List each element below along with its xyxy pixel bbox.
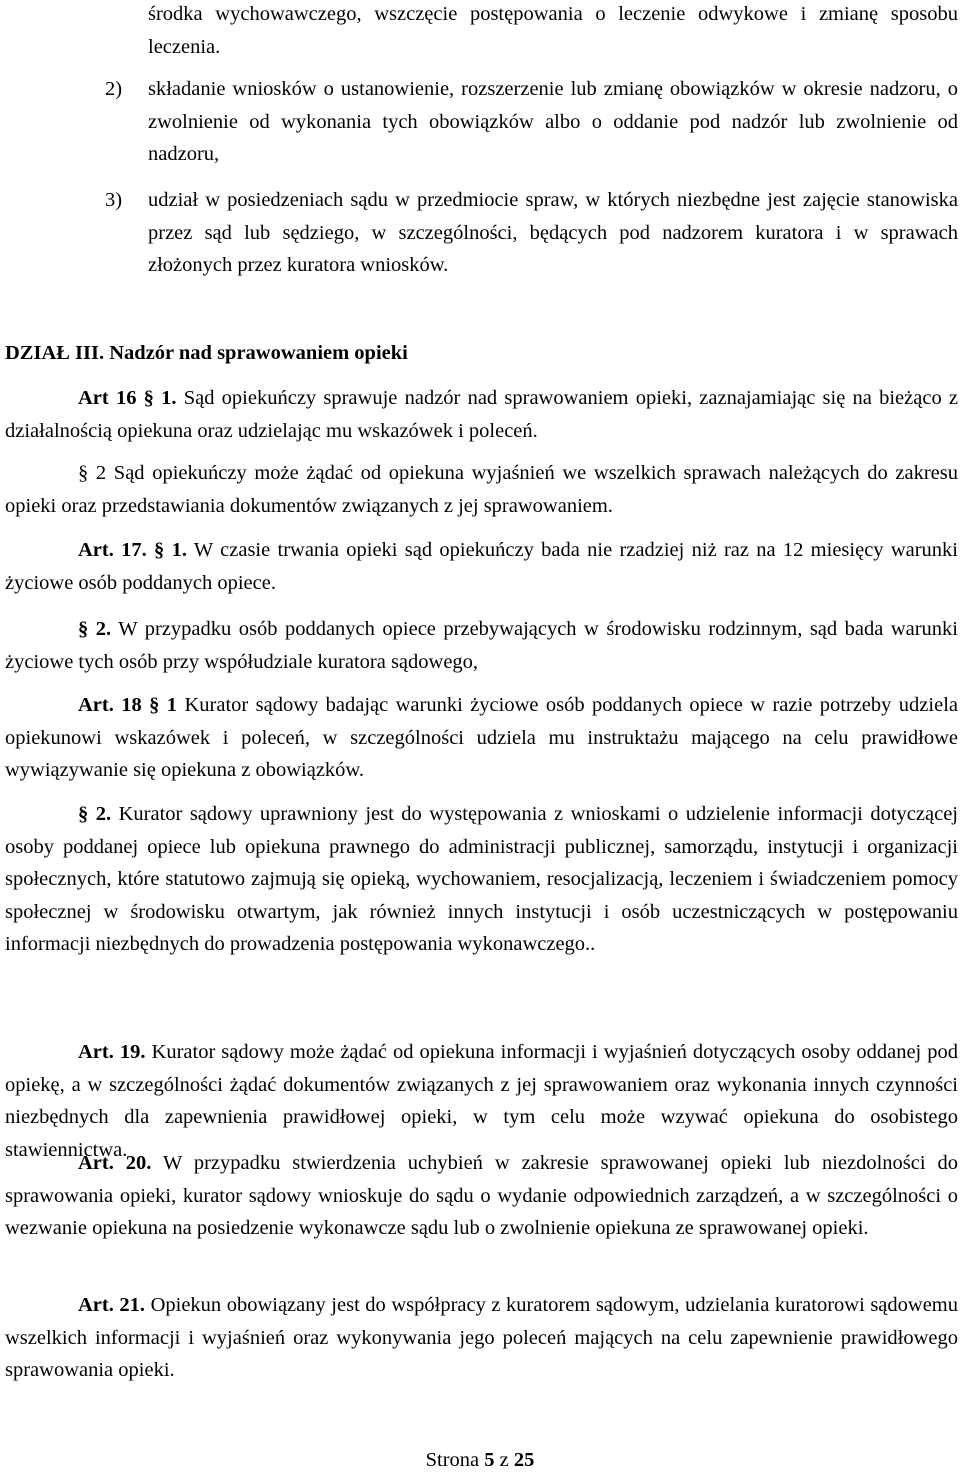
paragraph-text: Kurator sądowy może żądać od opiekuna informacji i wyjaśnień dotyczących osoby oddanej pod opiekę, a w szczególności żądać dokumentów związanych z jej sprawowaniem oraz wykonania innych czynności niezbędnych dla zapewnienia prawidłowej opieki, w tym celu może wzywać opiekuna do osobistego stawiennictwa. [5,1041,959,1161]
paragraph-text: W czasie trwania opieki sąd opiekuńczy bada nie rzadziej niż raz na 12 miesięcy warunki życiowe osób poddanych opiece. [5,539,959,594]
paragraph-art-18-1 [5,689,958,787]
list-item-continuation [105,0,958,63]
paragraph-lead: Art. 20. [78,1152,152,1174]
list-item-number: 2) [105,78,123,100]
paragraph-lead: Art. 19. [78,1041,146,1063]
paragraph-text: W przypadku osób poddanych opiece przebywających w środowisku rodzinnym, sąd bada warunki życiowe tych osób przy współudziale kuratora sądowego, [5,618,959,673]
paragraph-lead: § 2 [78,462,107,484]
paragraph-text: Kurator sądowy uprawniony jest do występowania z wnioskami o udzielenie informacji dotyczącej osoby poddanej opiece lub opiekuna prawnego do administracji publicznej, samorządu, instytucji i organizacji społecznych, które statutowo zajmują się opieką, wychowaniem, resocjalizacją, leczeniem i świadczeniem pomocy społecznej w środowisku otwartym, jak również innych instytucji i osób uczestniczących w postępowaniu informacji niezbędnych do prowadzenia postępowania wykonawczego.. [5,803,958,955]
page-footer [0,1446,960,1474]
footer-separator: z [494,1449,514,1471]
paragraph-lead: Art. 18 § 1 [78,694,178,716]
continuation-text: środka wychowawczego, wszczęcie postępowania o leczenie odwykowe i zmianę sposobu leczenia. [148,3,958,58]
paragraph-text: Sąd opiekuńczy może żądać od opiekuna wyjaśnień we wszelkich sprawach należących do zakresu opieki oraz przedstawiania dokumentów związanych z jej sprawowaniem. [5,462,959,517]
footer-page-number: 5 [484,1449,495,1471]
list-item-text: składanie wniosków o ustanowienie, rozszerzenie lub zmianę obowiązków w okresie nadzoru, o zwolnienie od wykonania tych obowiązków albo o oddanie pod nadzór lub zwolnienie od nadzoru, [148,78,958,165]
paragraph-lead: § 2. [78,803,112,825]
paragraph-lead: Art. 21. [78,1294,146,1316]
paragraph-art-16-2 [5,457,958,522]
paragraph-art-21 [5,1289,958,1387]
paragraph-art-20 [5,1147,958,1245]
section-heading: DZIAŁ III. Nadzór nad sprawowaniem opieki [5,342,408,364]
footer-total-pages: 25 [513,1449,535,1471]
paragraph-text: Opiekun obowiązany jest do współpracy z kuratorem sądowym, udzielania kuratorowi sądowemu wszelkich informacji i wyjaśnień oraz wykonywania jego poleceń mających na celu zapewnienie prawidłowego sprawowania opieki. [5,1294,959,1381]
footer-prefix: Strona [425,1449,485,1471]
list-item-text: udział w posiedzeniach sądu w przedmiocie spraw, w których niezbędne jest zajęcie stanowiska przez sąd lub sędziego, w szczególności, będących pod nadzorem kuratora i w sprawach złożonych przez kuratora wniosków. [148,189,958,276]
paragraph-lead: Art 16 § 1. [78,387,177,409]
paragraph-lead: § 2. [78,618,112,640]
paragraph-art-17-1 [5,534,958,599]
paragraph-text: Kurator sądowy badając warunki życiowe osób poddanych opiece w razie potrzeby udziela opiekunowi wskazówek i poleceń, w szczególności udziela mu instruktażu mającego na celu prawidłowe wywiązywanie się opiekuna z obowiązków. [5,694,958,781]
paragraph-text: W przypadku stwierdzenia uchybień w zakresie sprawowanej opieki lub niezdolności do sprawowania opieki, kurator sądowy wnioskuje do sądu o wydanie odpowiednich zarządzeń, a w szczególności o wezwanie opiekuna na posiedzenie wykonawcze sądu lub o zwolnienie opiekuna ze sprawowanej opieki. [5,1152,958,1239]
paragraph-lead: Art. 17. § 1. [78,539,187,561]
paragraph-text: Sąd opiekuńczy sprawuje nadzór nad sprawowaniem opieki, zaznajamiając się na bieżąco z działalnością opiekuna oraz udzielając mu wskazówek i poleceń. [5,387,959,442]
list-item [105,184,958,282]
list-item [105,73,958,171]
paragraph-art-17-2 [5,613,958,678]
paragraph-art-18-2 [5,798,958,961]
paragraph-art-16-1 [5,382,958,447]
list-item-number: 3) [105,189,123,211]
